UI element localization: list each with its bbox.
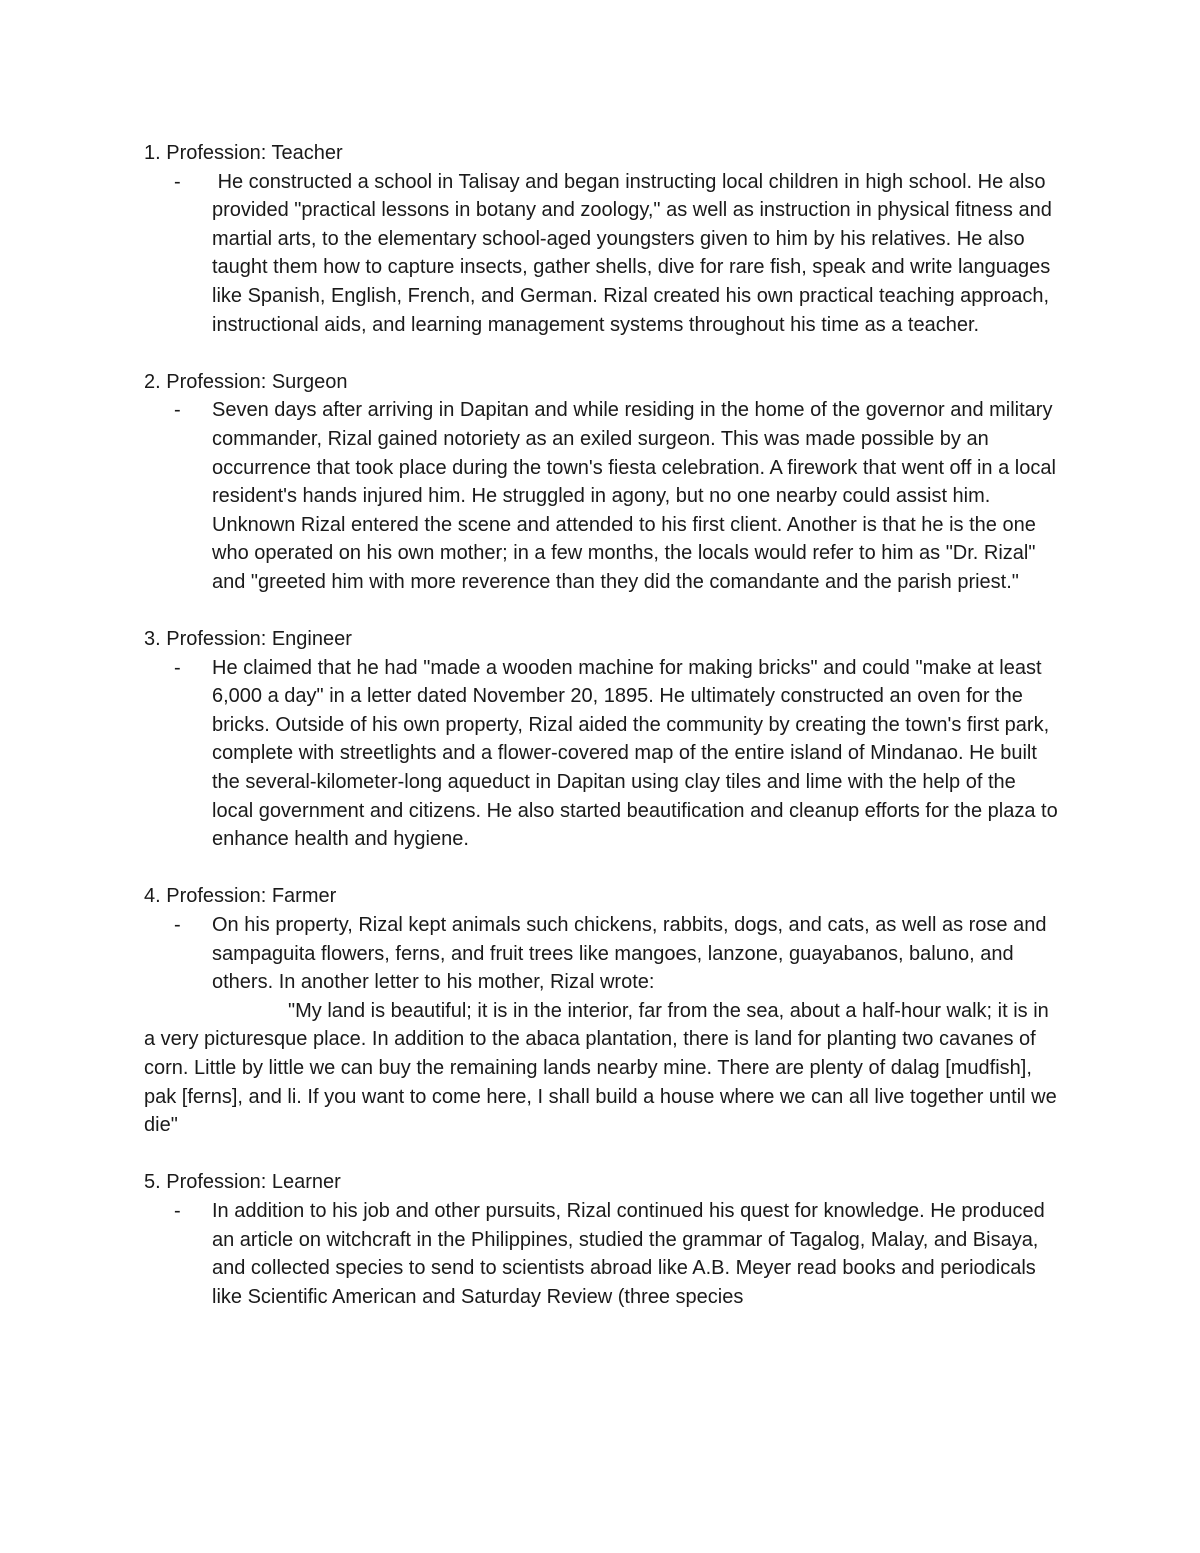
- section-heading: 3. Profession: Engineer: [144, 628, 352, 651]
- bullet-dash: -: [174, 1199, 181, 1222]
- bullet-dash: -: [174, 170, 181, 193]
- section-heading: 5. Profession: Learner: [144, 1171, 341, 1194]
- bullet-text: Seven days after arriving in Dapitan and while residing in the home of the governor and military commander, Rizal gained notoriety as an exiled surgeon. This was made possible by an occurrence that took place during the town's fiesta celebration. A firework that went off in a local resident's hands injured him. He struggled in agony, but no one nearby could assist him. Unknown Rizal entered the scene and attended to his first client. Another is that he is the one who operated on his own mother; in a few months, the locals would refer to him as "Dr. Rizal" and "greeted him with more reverence than they did the comandante and the parish priest.": [212, 399, 1056, 593]
- bullet-text: In addition to his job and other pursuits, Rizal continued his quest for knowledge. He produced an article on witchcraft in the Philippines, studied the grammar of Tagalog, Malay, and Bisaya, and collected species to send to scientists abroad like A.B. Meyer read books and periodicals like Scientific American and Saturday Review (three species: [212, 1199, 1045, 1308]
- bullet-item: [144, 911, 1059, 997]
- bullet-text: He constructed a school in Talisay and began instructing local children in high school. He also provided "practical lessons in botany and zoology," as well as instruction in physical fitness and martial arts, to the elementary school-aged youngsters given to him by his relatives. He also taught them how to capture insects, gather shells, dive for rare fish, speak and write languages like Spanish, English, French, and German. Rizal created his own practical teaching approach, instructional aids, and learning management systems throughout his time as a teacher.: [212, 170, 1058, 336]
- document-body: [144, 139, 1059, 1340]
- bullet-item: [144, 1197, 1059, 1311]
- section-surgeon: [144, 368, 1059, 597]
- section-heading: 2. Profession: Surgeon: [144, 370, 348, 393]
- section-learner: [144, 1168, 1059, 1311]
- section-farmer: [144, 882, 1059, 1139]
- bullet-text: On his property, Rizal kept animals such chickens, rabbits, dogs, and cats, as well as rose and sampaguita flowers, ferns, and fruit trees like mangoes, lanzone, guayabanos, baluno, and others. In another letter to his mother, Rizal wrote:: [212, 914, 1047, 994]
- section-teacher: [144, 139, 1059, 339]
- letter-quote: "My land is beautiful; it is in the interior, far from the sea, about a half-hour walk; it is in a very picturesque place. In addition to the abaca plantation, there is land for planting two cavanes of corn. Little by little we can buy the remaining lands nearby mine. There are plenty of dalag [mudfish], pak [ferns], and li. If you want to come here, I shall build a house where we can all live together until we die": [144, 999, 1057, 1137]
- bullet-item: [144, 396, 1059, 596]
- section-heading: 4. Profession: Farmer: [144, 885, 337, 908]
- bullet-dash: -: [174, 914, 181, 937]
- bullet-dash: -: [174, 399, 181, 422]
- bullet-item: [144, 654, 1059, 854]
- bullet-text: He claimed that he had "made a wooden machine for making bricks" and could "make at least 6,000 a day" in a letter dated November 20, 1895. He ultimately constructed an oven for the bricks. Outside of his own property, Rizal aided the community by creating the town's first park, complete with streetlights and a flower-covered map of the entire island of Mindanao. He built the several-kilometer-long aqueduct in Dapitan using clay tiles and lime with the help of the local government and citizens. He also started beautification and cleanup efforts for the plaza to enhance health and hygiene.: [212, 656, 1058, 851]
- section-engineer: [144, 625, 1059, 854]
- bullet-dash: -: [174, 656, 181, 679]
- bullet-item: [144, 168, 1059, 340]
- section-heading: 1. Profession: Teacher: [144, 142, 343, 164]
